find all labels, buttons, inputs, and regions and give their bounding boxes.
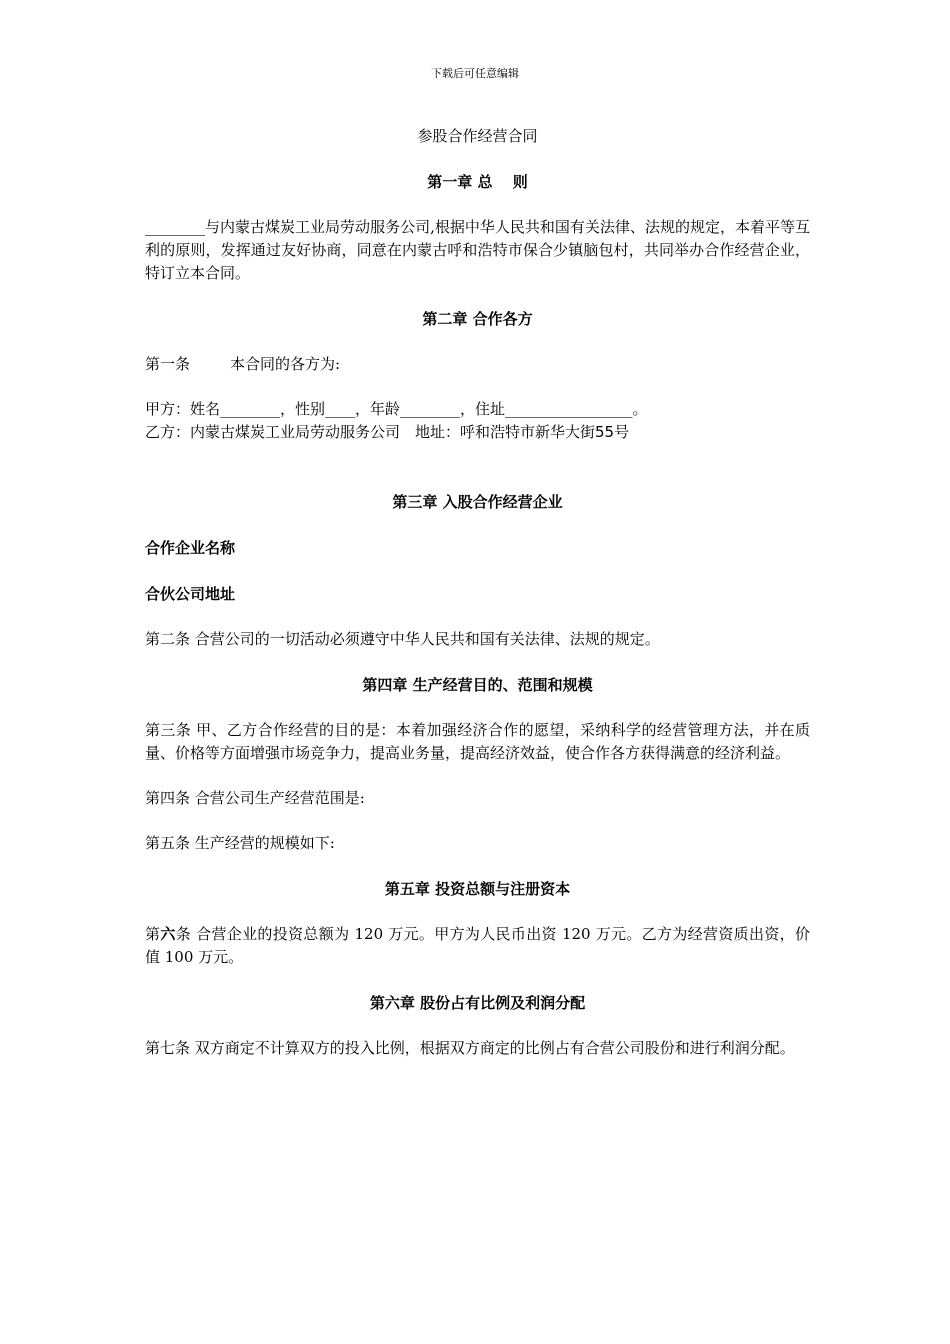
chapter-1-heading: 第一章 总 则 (427, 173, 528, 191)
article-6-prefix: 第 (145, 925, 161, 943)
chapter-1-paragraph: ________与内蒙古煤炭工业局劳动服务公司,根据中华人民共和国有关法律、法规的规定，本着平等互利的原则，发挥通过友好协商，同意在内蒙古呼和浩特市保合少镇脑包村，共同举办合作经营企业，特订立本合同。 (145, 218, 810, 282)
party-b-suffix: 号 (614, 423, 630, 441)
article-5: 第五条 生产经营的规模如下: (145, 834, 335, 852)
chapter-6-heading: 第六章 股份占有比例及利润分配 (369, 994, 586, 1012)
article-4: 第四条 合营公司生产经营范围是: (145, 789, 365, 807)
article-6 (145, 923, 810, 969)
article-3: 第三条 甲、乙方合作经营的目的是：本着加强经济合作的愿望，采纳科学的经营管理方法，并在质量、价格等方面增强市场竞争力，提高业务量，提高经济效益，使合作各方获得满意的经济利益。 (145, 721, 810, 762)
article-1 (145, 353, 810, 376)
article-6-number: 六 (160, 925, 176, 943)
party-a-line: 甲方：姓名________，性别____，年龄________，住址_________________。 (145, 400, 648, 418)
chapter-4-heading: 第四章 生产经营目的、范围和规模 (362, 676, 593, 694)
company-name-label: 合作企业名称 (145, 539, 236, 557)
header-note: 下载后可任意编辑 (431, 67, 519, 80)
article-6-text: 条 合营企业的投资总额为 120 万元。甲方为人民币出资 120 万元。乙方为经营资质出资，价值 100 万元。 (145, 925, 810, 966)
document-body (145, 124, 810, 1082)
document-title: 参股合作经营合同 (417, 127, 538, 145)
party-b-line (145, 421, 810, 444)
chapter-3-heading: 第三章 入股合作经营企业 (392, 493, 563, 511)
chapter-5-heading: 第五章 投资总额与注册资本 (384, 880, 571, 898)
article-1-label: 第一条 (145, 355, 191, 373)
article-1-text: 本合同的各方为: (230, 355, 341, 373)
article-7: 第七条 双方商定不计算双方的投入比例，根据双方商定的比例占有合营公司股份和进行利润分配。 (145, 1039, 795, 1057)
company-address-label: 合伙公司地址 (145, 585, 236, 603)
chapter-2-heading: 第二章 合作各方 (422, 310, 533, 328)
party-b-prefix: 乙方：内蒙古煤炭工业局劳动服务公司 地址：呼和浩特市新华大街 (145, 423, 596, 441)
party-b-street-number: 55 (595, 423, 615, 441)
article-2: 第二条 合营公司的一切活动必须遵守中华人民共和国有关法律、法规的规定。 (145, 630, 660, 648)
